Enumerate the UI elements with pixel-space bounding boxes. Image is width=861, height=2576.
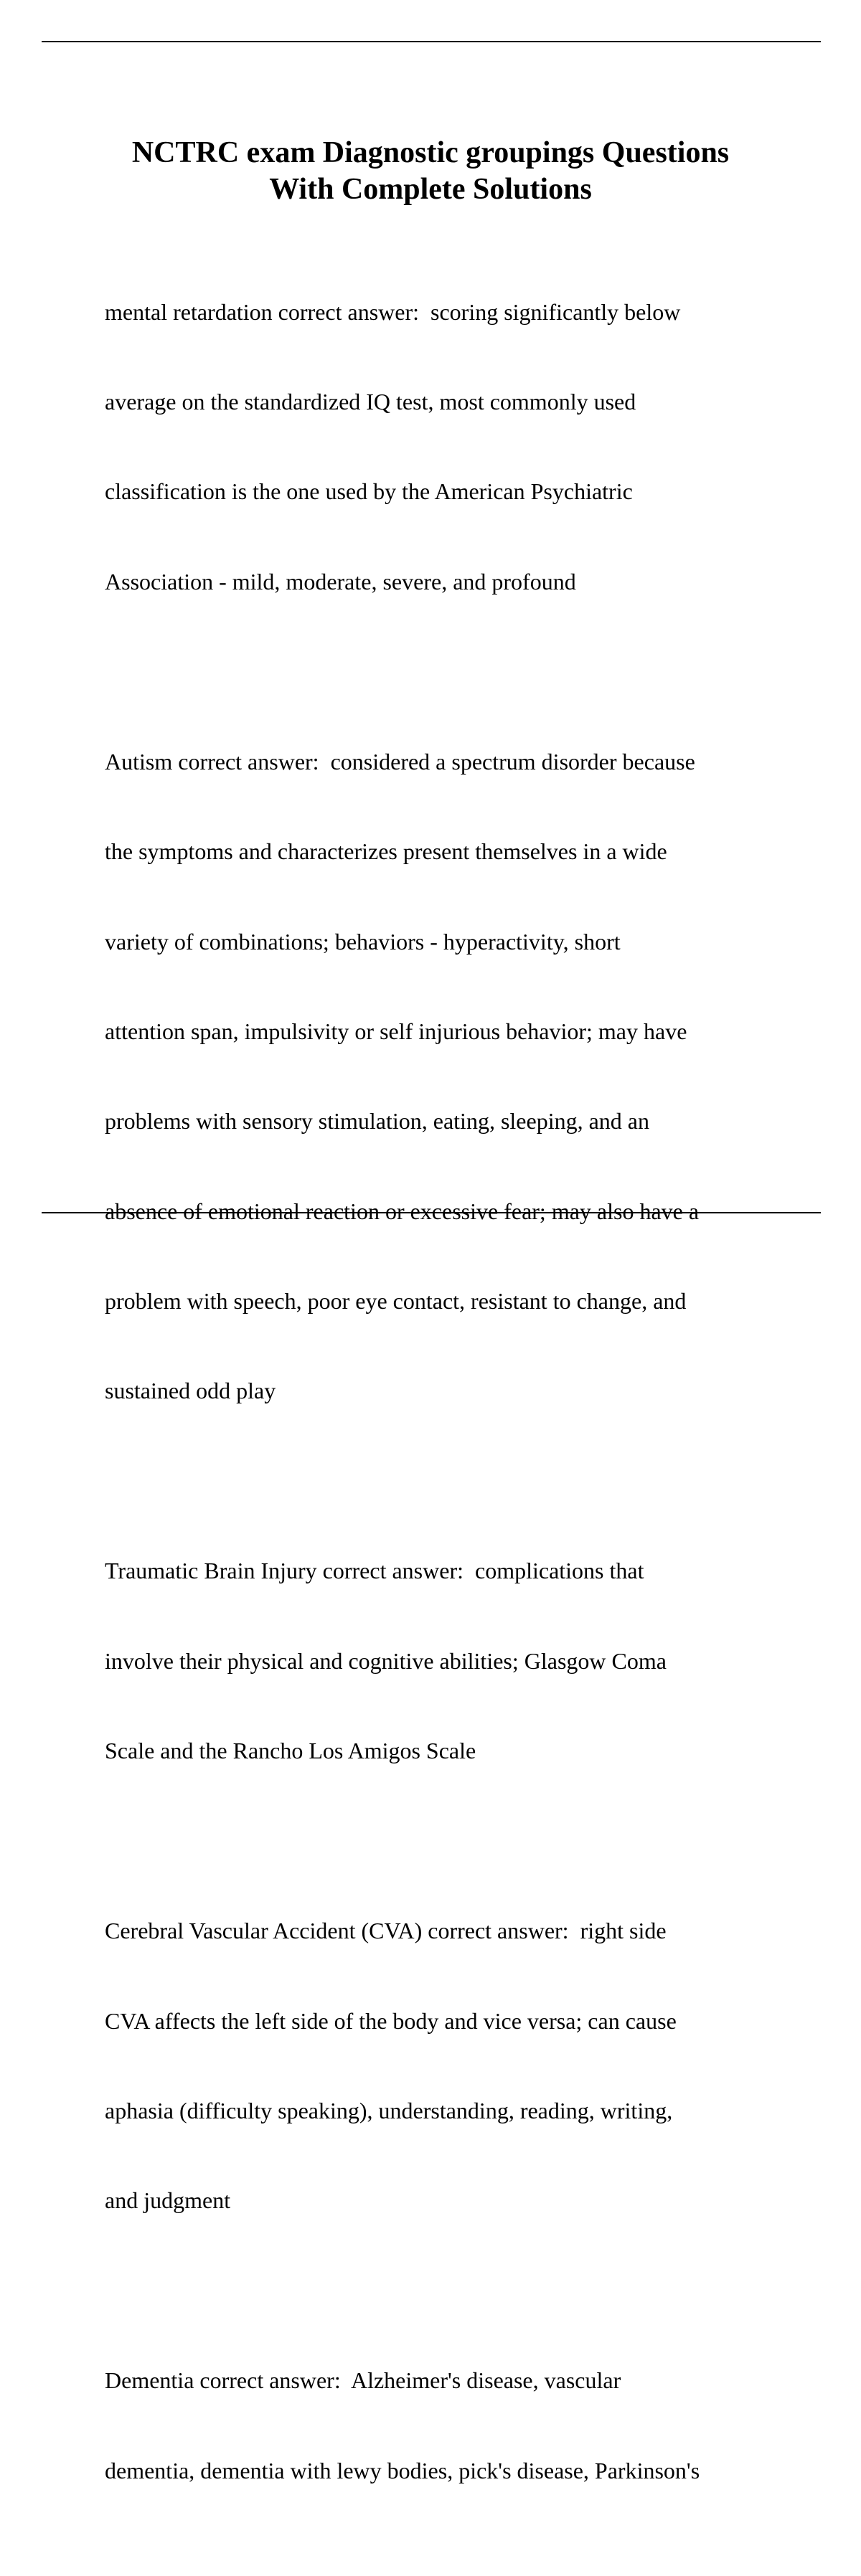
text-line: sustained odd play [105,1378,276,1404]
entry-autism [105,687,794,1467]
text-line: problems with sensory stimulation, eating, sleeping, and an [105,1108,649,1135]
text-line: classification is the one used by the American Psychiatric [105,478,633,505]
entry-traumatic-brain-injury [105,1497,794,1827]
text-line: Traumatic Brain Injury correct answer: complications that [105,1558,644,1584]
page-title [72,135,789,208]
text-line: aphasia (difficulty speaking), understanding, reading, writing, [105,2098,673,2124]
text-line: average on the standardized IQ test, most commonly used [105,388,636,415]
text-line: problem with speech, poor eye contact, resistant to change, and [105,1288,687,1315]
text-line: Autism correct answer: considered a spectrum disorder because [105,748,695,775]
title-line: NCTRC exam Diagnostic groupings Questions [131,136,730,169]
text-line: Cerebral Vascular Accident (CVA) correct answer: right side [105,1918,667,1944]
text-line: Scale and the Rancho Los Amigos Scale [105,1738,476,1764]
text-line: and judgment [105,2187,231,2214]
entry-cva [105,1857,794,2276]
text-line: CVA affects the left side of the body and vice versa; can cause [105,2007,677,2034]
document-body [105,237,794,2576]
text-line: involve their physical and cognitive abilities; Glasgow Coma [105,1647,667,1674]
text-line: absence of emotional reaction or excessive fear; may also have a [105,1198,700,1224]
text-line: attention span, impulsivity or self injurious behavior; may have [105,1018,687,1044]
text-line: Association - mild, moderate, severe, and profound [105,568,576,595]
text-line: Dementia correct answer: Alzheimer's disease, vascular [105,2367,621,2394]
entry-mental-retardation [105,237,794,657]
text-line: dementia, dementia with lewy bodies, pick's disease, Parkinson's [105,2457,700,2483]
text-line: mental retardation correct answer: scoring significantly below [105,298,681,325]
bottom-divider [42,1212,821,1213]
top-divider [42,41,821,42]
entry-dementia [105,2306,794,2546]
text-line: variety of combinations; behaviors - hyperactivity, short [105,928,621,955]
title-line: With Complete Solutions [269,173,592,206]
text-line: the symptoms and characterizes present themselves in a wide [105,838,667,865]
